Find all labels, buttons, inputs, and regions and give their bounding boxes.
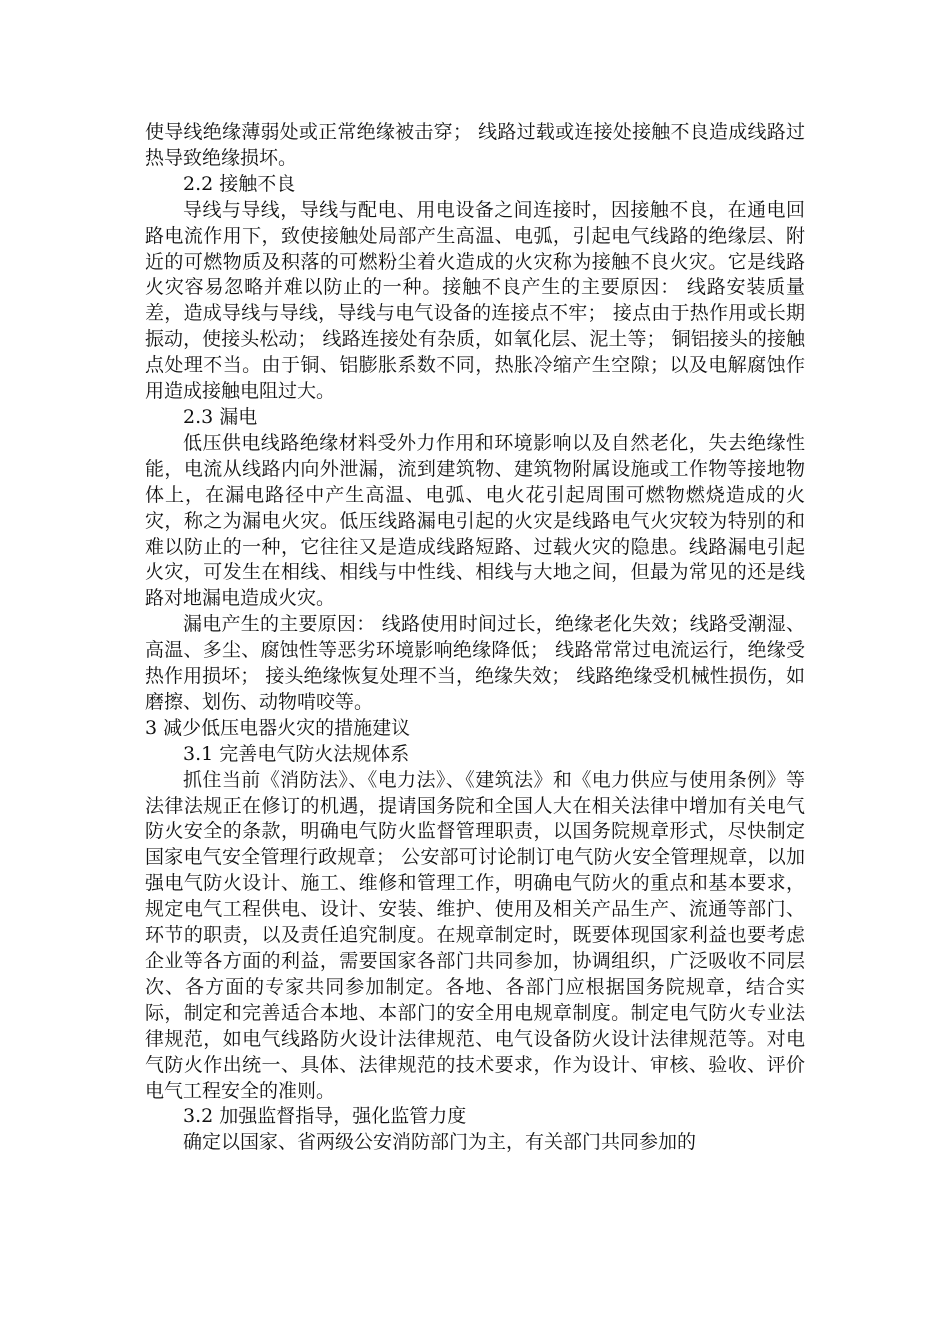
- section-heading-3-1: 3.1 完善电气防火法规体系: [183, 742, 410, 765]
- section-heading-3-2: 3.2 加强监督指导，强化监管力度: [183, 1105, 467, 1128]
- paragraph-poor-contact: 导线与导线，导线与配电、用电设备之间连接时，因接触不良，在通电回路电流作用下，致使接触处局部产生高温、电弧，引起电气线路的绝缘层、附近的可燃物质及积落的可燃粉尘着火造成的火灾称为接触不良火灾。它是线路火灾容易忽略并难以防止的一种。接触不良产生的主要原因： 线路安装质量差，造成导线与导线，导线与电气设备的连接点不牢； 接点由于热作用或长期振动，使接头松动； 线路连接处有杂质，如氧化层、泥土等； 铜铝接头的接触点处理不当。由于铜、铝膨胀系数不同，热胀冷缩产生空隙；以及电解腐蚀作用造成接触电阻过大。: [145, 198, 805, 403]
- paragraph-leakage-causes: 漏电产生的主要原因： 线路使用时间过长，绝缘老化失效；线路受潮湿、高温、多尘、腐蚀性等恶劣环境影响绝缘降低； 线路常常过电流运行，绝缘受热作用损坏； 接头绝缘恢复处理不当，绝缘失效； 线路绝缘受机械性损伤，如磨擦、划伤、动物啃咬等。: [145, 613, 805, 713]
- paragraph-leakage: 低压供电线路绝缘材料受外力作用和环境影响以及自然老化，失去绝缘性能，电流从线路内向外泄漏，流到建筑物、建筑物附属设施或工作物等接地物体上，在漏电路径中产生高温、电弧、电火花引起周围可燃物燃烧造成的火灾，称之为漏电火灾。低压线路漏电引起的火灾是线路电气火灾较为特别的和难以防止的一种，它往往又是造成线路短路、过载火灾的隐患。线路漏电引起火灾，可发生在相线、相线与中性线、相线与大地之间，但最为常见的还是线路对地漏电造成火灾。: [145, 431, 805, 610]
- section-heading-2-3: 2.3 漏电: [183, 405, 258, 428]
- paragraph-supervision: 确定以国家、省两级公安消防部门为主，有关部门共同参加的: [183, 1131, 697, 1154]
- paragraph-insulation-breakdown: 使导线绝缘薄弱处或正常绝缘被击穿； 线路过载或连接处接触不良造成线路过热导致绝缘损坏。: [145, 121, 805, 169]
- section-heading-3: 3 减少低压电器火灾的措施建议: [145, 716, 411, 739]
- document-page: [145, 120, 805, 1156]
- paragraph-regulations: 抓住当前《消防法》、《电力法》、《建筑法》和《电力供应与使用条例》等法律法规正在修订的机遇，提请国务院和全国人大在相关法律中增加有关电气防火安全的条款，明确电气防火监督管理职责，以国务院规章形式，尽快制定国家电气安全管理行政规章； 公安部可讨论制订电气防火安全管理规章，以加强电气防火设计、施工、维修和管理工作，明确电气防火的重点和基本要求，规定电气工程供电、设计、安装、维护、使用及相关产品生产、流通等部门、环节的职责，以及责任追究制度。在规章制定时，既要体现国家利益也要考虑企业等各方面的利益，需要国家各部门共同参加，协调组织，广泛吸收不同层次、各方面的专家共同参加制定。各地、各部门应根据国务院规章，结合实际，制定和完善适合本地、本部门的安全用电规章制度。制定电气防火专业法律规范，如电气线路防火设计法律规范、电气设备防火设计法律规范等。对电气防火作出统一、具体、法律规范的技术要求，作为设计、审核、验收、评价电气工程安全的准则。: [145, 768, 805, 1102]
- section-heading-2-2: 2.2 接触不良: [183, 172, 296, 195]
